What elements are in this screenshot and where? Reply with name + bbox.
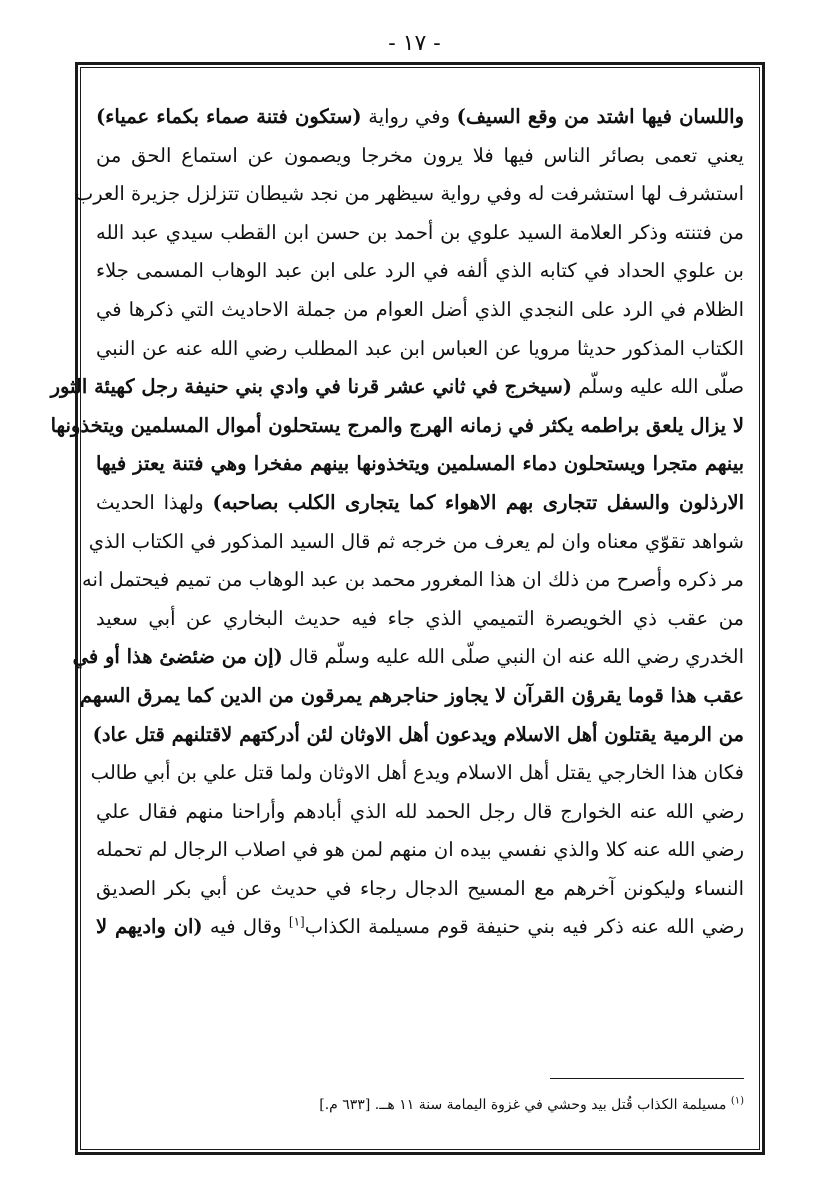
- text-plain: صلّى الله عليه وسلّم: [572, 375, 744, 399]
- text-plain: وفي رواية: [361, 105, 457, 128]
- text-plain: ولهذا الحديث: [96, 490, 213, 514]
- hadith-quote-bold: (سيخرج في ثاني عشر قرنا في وادي بني حنيفة رجل كهيئة الثور: [50, 375, 573, 399]
- text-line-bold: بينهم متجرا ويستحلون دماء المسلمين ويتخذونها بينهم مفخرا وهي فتنة يعتز فيها: [96, 452, 744, 476]
- hadith-quote-bold: (إن من ضئضئ هذا أو في: [72, 645, 283, 669]
- text-line: رضي الله عنه كلا والذي نفسي بيده ان منهم لمن هو في اصلاب الرجال لم تحمله: [96, 838, 744, 862]
- quote-bold: واللسان فيها اشتد من وقع السيف): [456, 105, 744, 128]
- text-plain: رضي الله عنه ذكر فيه بني حنيفة قوم مسيلمة الكذاب: [304, 915, 744, 939]
- text-line: [72, 638, 744, 677]
- text-line-bold: لا يزال يلعق براطمه يكثر في زمانه الهرج والمرج يستحلون أموال المسلمين ويتخذونها: [50, 413, 744, 437]
- text-line: [96, 908, 744, 947]
- text-plain: وقال فيه: [202, 915, 289, 939]
- text-line: يعني تعمى بصائر الناس فيها فلا يرون مخرجا ويصمون عن استماع الحق من: [96, 143, 744, 167]
- text-line: الظلام في الرد على النجدي الذي أضل العوام من جملة الاحاديث التي ذكرها في: [96, 297, 744, 321]
- text-line: من فتنته وذكر العلامة السيد علوي بن أحمد بن حسن ابن القطب سيدي عبد الله: [96, 220, 744, 244]
- text-line: من عقب ذي الخويصرة التميمي الذي جاء فيه حديث البخاري عن أبي سعيد: [96, 606, 744, 630]
- footnote-marker: (١): [730, 1095, 744, 1107]
- footnote: [96, 1094, 744, 1116]
- text-line: مر ذكره وأصرح من ذلك ان هذا المغرور محمد بن عبد الوهاب من تميم فيحتمل انه: [82, 568, 744, 592]
- text-line-bold: عقب هذا قوما يقرؤن القرآن لا يجاوز حناجرهم يمرقون من الدين كما يمرق السهم: [79, 683, 744, 707]
- footnote-separator: [550, 1078, 744, 1079]
- hadith-quote-bold: (ان واديهم لا: [96, 915, 203, 939]
- text-line: [96, 484, 744, 523]
- text-line: رضي الله عنه الخوارج قال رجل الحمد لله الذي أبادهم وأراحنا منهم فقال علي: [96, 799, 744, 823]
- hadith-quote-bold: الارذلون والسفل تتجارى بهم الاهواء كما يتجارى الكلب بصاحبه): [212, 490, 744, 514]
- footnote-text: مسيلمة الكذاب قُتل بيد وحشي في غزوة اليمامة سنة ١١ هــ. [٦٣٣ م.]: [319, 1097, 731, 1113]
- text-line: فكان هذا الخارجي يقتل أهل الاسلام ويدع أهل الاوثان ولما قتل علي بن أبي طالب: [90, 761, 744, 785]
- body-text: [50, 98, 744, 947]
- text-line: النساء وليكونن آخرهم مع المسيح الدجال رجاء في حديث عن أبي بكر الصديق: [96, 876, 744, 900]
- text-line: بن علوي الحداد في كتابه الذي ألفه في الرد على ابن عبد الوهاب المسمى جلاء: [96, 259, 744, 283]
- text-line: استشرف لها استشرفت له وفي رواية سيظهر من نجد شيطان تتزلزل جزيرة العرب: [74, 182, 744, 206]
- text-line: [50, 368, 744, 407]
- text-plain: الخدري رضي الله عنه ان النبي صلّى الله عليه وسلّم قال: [282, 645, 744, 669]
- text-line: الكتاب المذكور حديثا مرويا عن العباس ابن عبد المطلب رضي الله عنه عن النبي: [96, 336, 744, 360]
- text-line-bold: من الرمية يقتلون أهل الاسلام ويدعون أهل الاوثان لئن أدركتهم لاقتلنهم قتل عاد): [92, 722, 744, 746]
- quote-bold: (ستكون فتنة صماء بكماء عمياء): [96, 105, 362, 128]
- page-number: - ١٧ -: [388, 31, 441, 56]
- text-line: شواهد تقوّي معناه وان لم يعرف من خرجه ثم قال السيد المذكور في الكتاب الذي: [88, 529, 744, 553]
- text-line: [96, 98, 744, 137]
- footnote-reference[interactable]: [١]: [288, 914, 305, 929]
